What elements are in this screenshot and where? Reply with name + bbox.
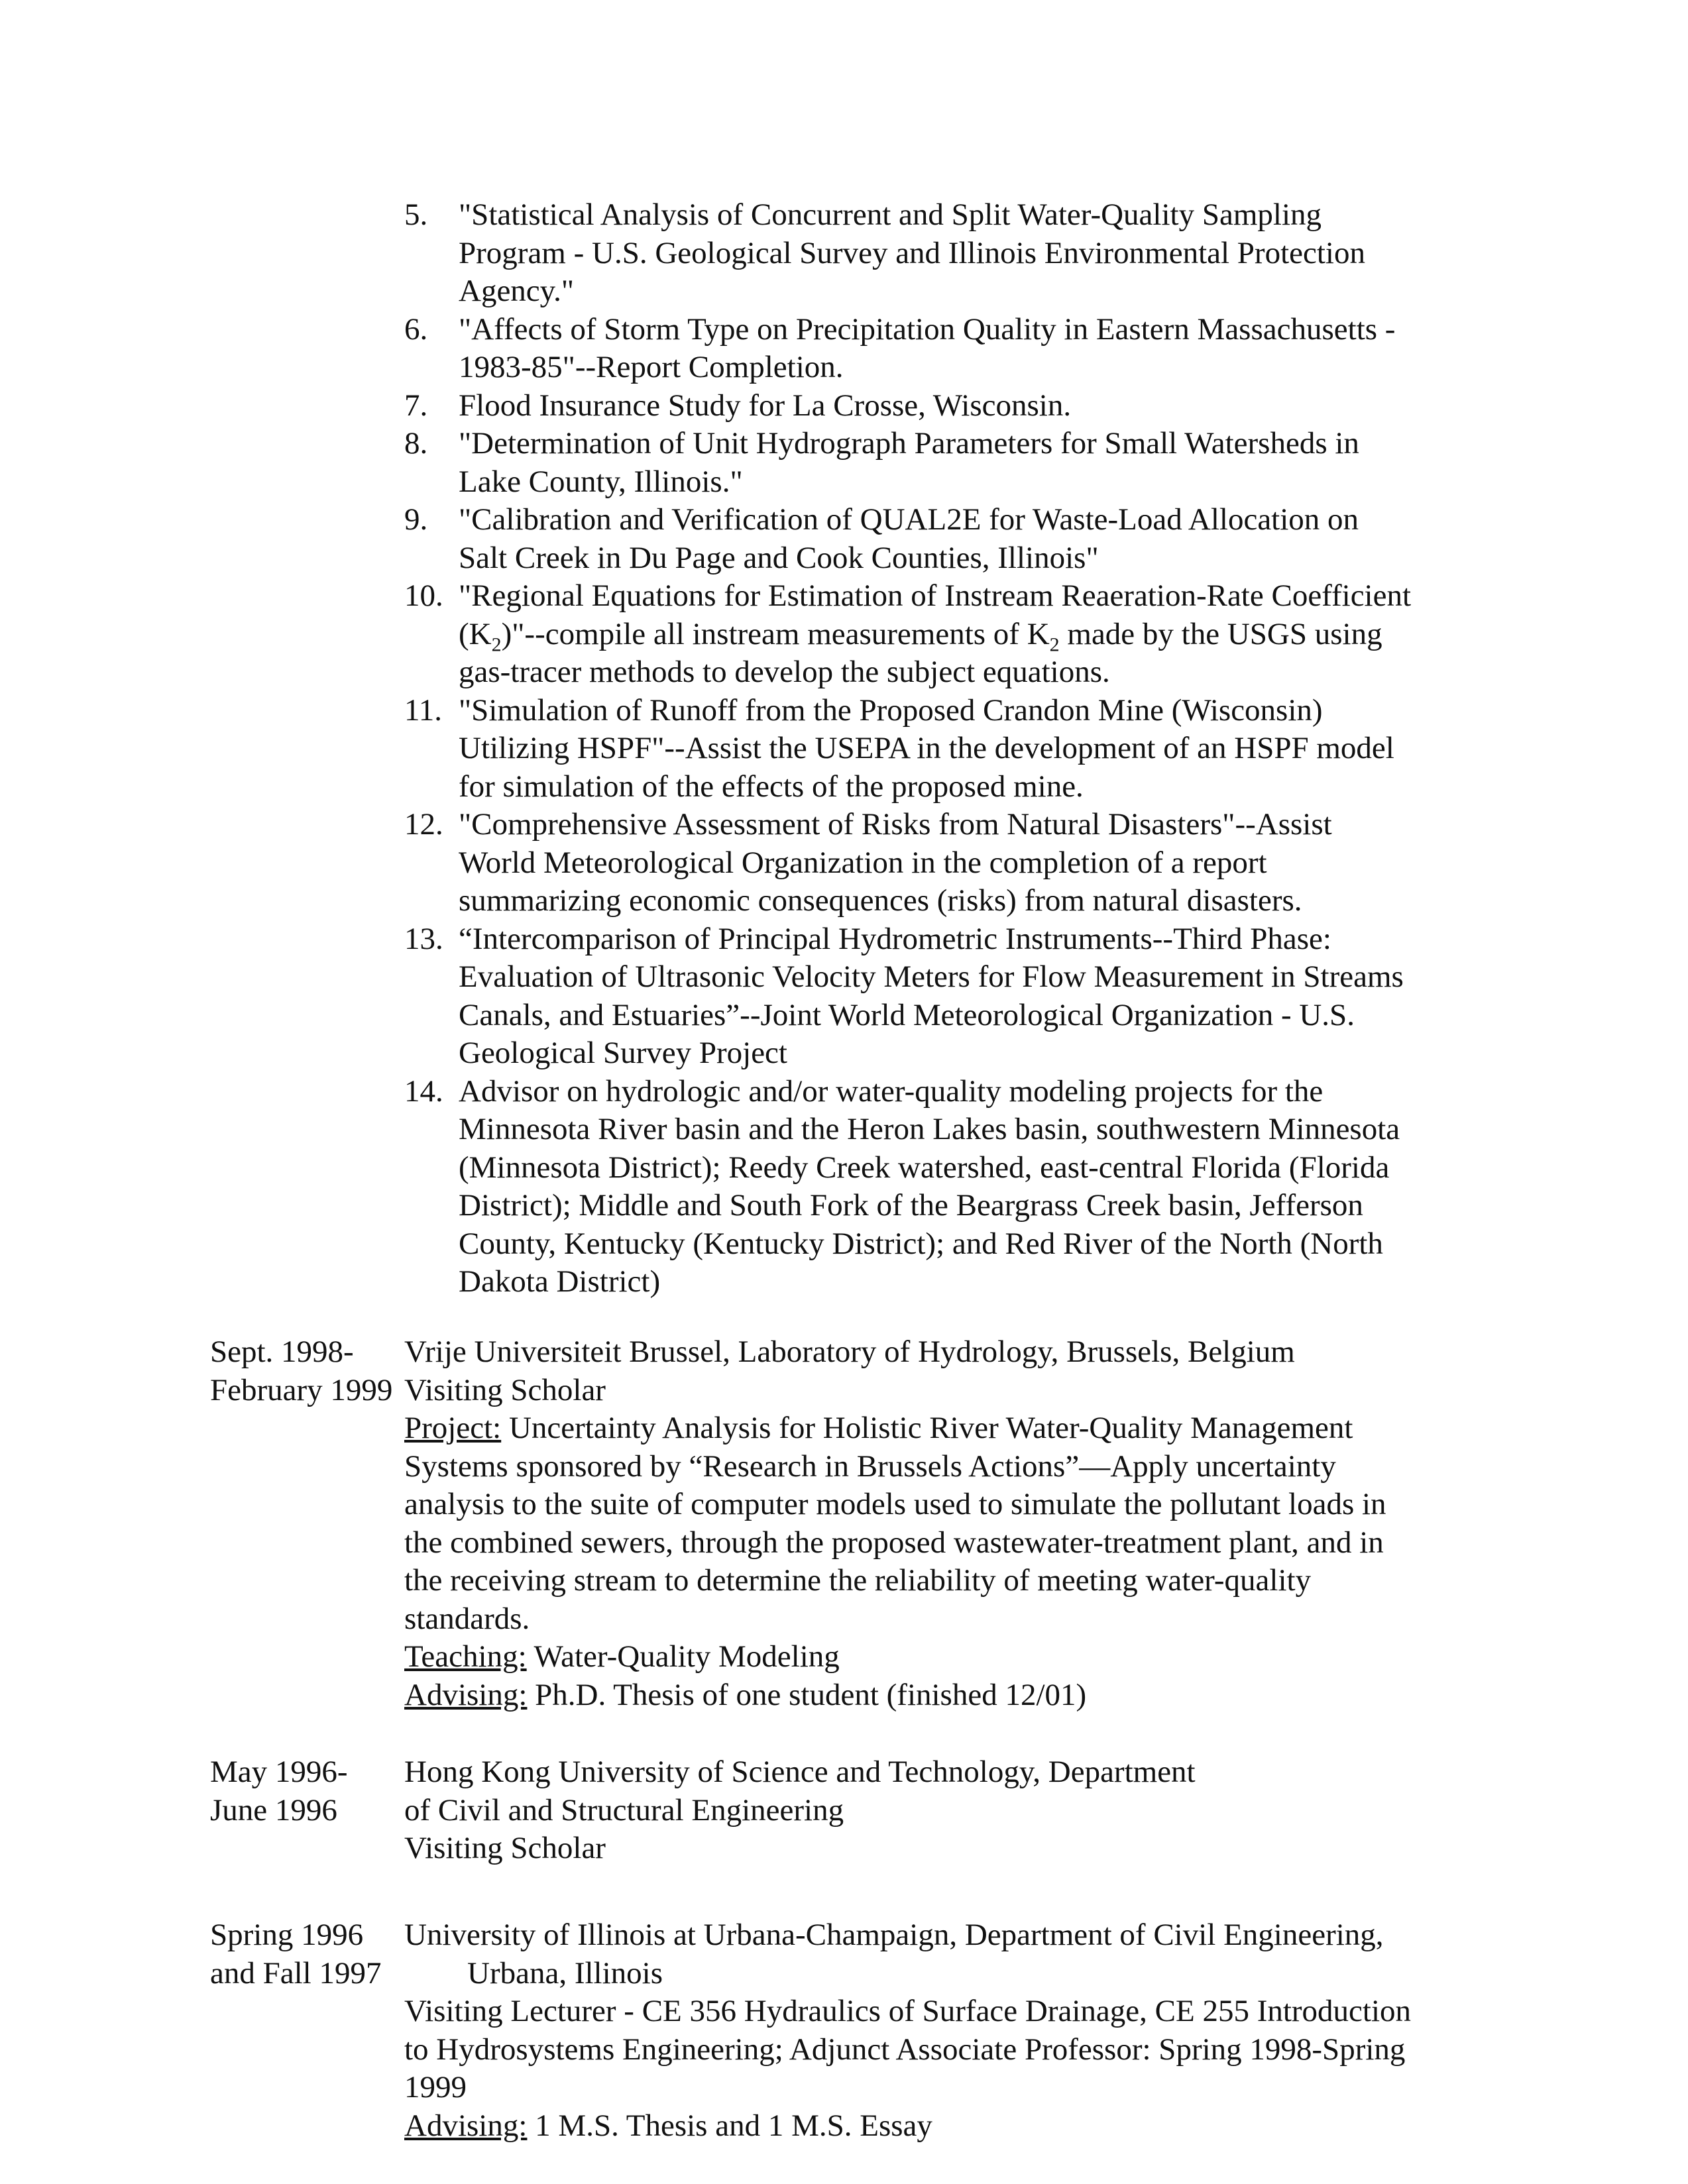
project-line: Systems sponsored by “Research in Brussels Actions”—Apply uncertainty: [404, 1448, 1336, 1484]
item-line: Advisor on hydrologic and/or water-quality modeling projects for the: [459, 1073, 1323, 1109]
item-line: "Determination of Unit Hydrograph Parameters for Small Watersheds in: [459, 426, 1359, 461]
list-item: [404, 920, 1491, 1073]
item-number: 14.: [404, 1073, 443, 1109]
item-line: “Intercomparison of Principal Hydrometric Instruments--Third Phase:: [459, 921, 1331, 956]
entry-line: Hong Kong University of Science and Technology, Department: [404, 1755, 1196, 1789]
item-line: (Minnesota District); Reedy Creek watershed, east-central Florida (Florida: [459, 1150, 1390, 1185]
item-line: District); Middle and South Fork of the Beargrass Creek basin, Jefferson: [459, 1188, 1363, 1223]
text-run: Uncertainty Analysis for Holistic River Water-Quality Management: [501, 1411, 1353, 1445]
item-line: summarizing economic consequences (risks) from natural disasters.: [459, 883, 1302, 918]
item-line: Salt Creek in Du Page and Cook Counties, Illinois": [459, 540, 1099, 575]
list-item: [404, 806, 1491, 920]
date-end: June 1996: [210, 1792, 337, 1828]
advising-label: Advising:: [404, 1677, 528, 1712]
item-number: 11.: [404, 692, 443, 728]
list-item: [404, 196, 1491, 311]
entry-line: University of Illinois at Urbana-Champaign, Department of Civil Engineering,: [404, 1918, 1384, 1952]
project-line: [404, 1409, 1491, 1448]
item-line: "Statistical Analysis of Concurrent and Split Water-Quality Sampling: [459, 197, 1322, 232]
advising-line: [404, 1676, 1491, 1715]
project-line: analysis to the suite of computer models used to simulate the pollutant loads in: [404, 1487, 1386, 1521]
item-number: 13.: [404, 921, 443, 956]
role: Visiting Scholar: [404, 1372, 606, 1407]
text-run: 1 M.S. Thesis and 1 M.S. Essay: [527, 2108, 932, 2143]
item-line: [459, 616, 1491, 654]
item-number: 5.: [404, 197, 428, 232]
item-line: Utilizing HSPF"--Assist the USEPA in the development of an HSPF model: [459, 731, 1394, 765]
item-line: for simulation of the effects of the proposed mine.: [459, 769, 1084, 804]
entry-dates: [210, 1333, 409, 1409]
list-item: [404, 1073, 1491, 1301]
item-number: 8.: [404, 426, 428, 461]
text-run: Ph.D. Thesis of one student (finished 12/01): [527, 1677, 1087, 1712]
item-line: Lake County, Illinois.": [459, 464, 743, 499]
entry-line: Visiting Lecturer - CE 356 Hydraulics of Surface Drainage, CE 255 Introduction: [404, 1994, 1412, 2028]
item-line: Geological Survey Project: [459, 1036, 787, 1070]
teaching-label: Teaching:: [404, 1639, 527, 1674]
text-run: )"--compile all instream measurements of K: [501, 616, 1050, 651]
list-item: [404, 425, 1491, 501]
item-line: "Simulation of Runoff from the Proposed Crandon Mine (Wisconsin): [459, 692, 1323, 728]
list-item: [404, 577, 1491, 692]
subscript: 2: [1049, 633, 1060, 655]
institution: Vrije Universiteit Brussel, Laboratory of Hydrology, Brussels, Belgium: [404, 1335, 1295, 1369]
item-line: Minnesota River basin and the Heron Lakes basin, southwestern Minnesota: [459, 1112, 1400, 1146]
item-line: Canals, and Estuaries”--Joint World Meteorological Organization - U.S.: [459, 997, 1355, 1032]
entry-line: Visiting Scholar: [404, 1831, 606, 1865]
project-line: the combined sewers, through the proposed wastewater-treatment plant, and in: [404, 1525, 1384, 1560]
project-label: Project:: [404, 1411, 502, 1445]
text-run: made by the USGS using: [1059, 616, 1382, 651]
item-number: 9.: [404, 502, 428, 537]
item-line: "Affects of Storm Type on Precipitation Quality in Eastern Massachusetts -: [459, 311, 1396, 347]
date-end: and Fall 1997: [210, 1955, 382, 1991]
item-line: Flood Insurance Study for La Crosse, Wisconsin.: [459, 388, 1072, 423]
project-list: [404, 196, 1491, 1301]
item-number: 7.: [404, 388, 428, 423]
item-number: 12.: [404, 807, 443, 842]
text-run: (K: [459, 616, 492, 651]
date-start: Spring 1996: [210, 1918, 364, 1952]
item-line: 1983-85"--Report Completion.: [459, 350, 844, 384]
project-line: the receiving stream to determine the reliability of meeting water-quality: [404, 1563, 1312, 1598]
entry-content: [404, 1333, 1491, 1714]
entry-line: 1999: [404, 2070, 467, 2104]
entry-line: of Civil and Structural Engineering: [404, 1792, 844, 1828]
item-line: County, Kentucky (Kentucky District); and Red River of the North (North: [459, 1226, 1383, 1261]
entry-line: to Hydrosystems Engineering; Adjunct Associate Professor: Spring 1998-Spring: [404, 2032, 1406, 2067]
date-start: May 1996-: [210, 1755, 348, 1789]
item-line: World Meteorological Organization in the completion of a report: [459, 845, 1267, 880]
text-run: Water-Quality Modeling: [526, 1639, 840, 1674]
date-start: Sept. 1998-: [210, 1335, 354, 1369]
list-item: [404, 692, 1491, 806]
item-line: "Regional Equations for Estimation of Instream Reaeration-Rate Coefficient: [459, 578, 1412, 613]
list-item: [404, 387, 1491, 425]
item-line: Evaluation of Ultrasonic Velocity Meters for Flow Measurement in Streams: [459, 959, 1404, 994]
item-line: gas-tracer methods to develop the subject equations.: [459, 655, 1110, 689]
entry-content: [404, 1916, 1491, 2145]
entry-dates: [210, 1916, 409, 1993]
list-item: [404, 501, 1491, 577]
item-line: Dakota District): [459, 1264, 661, 1299]
teaching-line: [404, 1638, 1491, 1676]
advising-label: Advising:: [404, 2108, 528, 2143]
item-line: "Calibration and Verification of QUAL2E for Waste-Load Allocation on: [459, 502, 1359, 537]
subscript: 2: [491, 633, 502, 655]
entry-dates: [210, 1753, 409, 1829]
item-line: "Comprehensive Assessment of Risks from Natural Disasters"--Assist: [459, 807, 1332, 842]
item-number: 6.: [404, 311, 428, 347]
advising-line: [404, 2107, 1491, 2146]
list-item: [404, 311, 1491, 387]
date-end: February 1999: [210, 1372, 393, 1407]
item-number: 10.: [404, 578, 443, 613]
item-line: Program - U.S. Geological Survey and Illinois Environmental Protection: [459, 235, 1365, 270]
entry-content: [404, 1753, 1491, 1868]
item-line: Agency.": [459, 274, 575, 308]
entry-line: Urbana, Illinois: [467, 1955, 663, 1991]
project-line: standards.: [404, 1601, 530, 1636]
